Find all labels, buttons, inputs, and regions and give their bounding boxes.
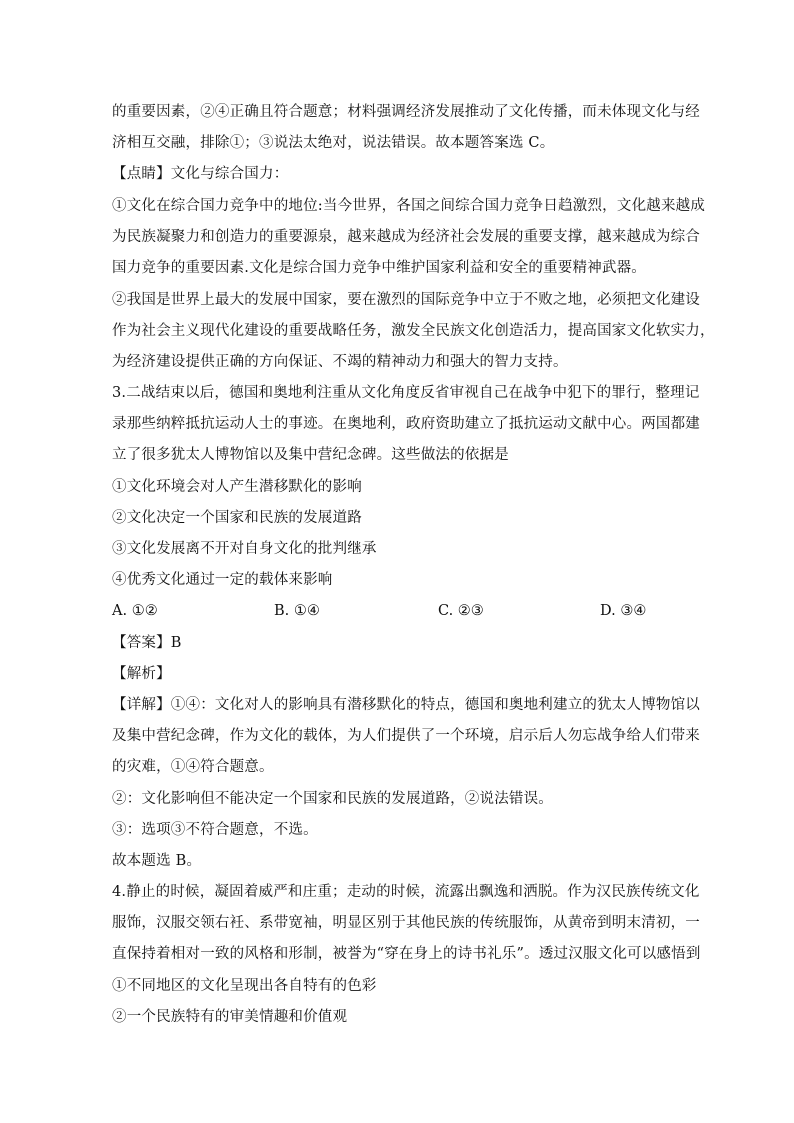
text-line: 【详解】①④：文化对人的影响具有潜移默化的特点，德国和奥地利建立的犹太人博物馆以 bbox=[112, 697, 700, 713]
text-line: 作为社会主义现代化建设的重要战略任务，激发全民族文化创造活力，提高国家文化软实力， bbox=[112, 323, 715, 339]
statement-2: ②文化决定一个国家和民族的发展道路 bbox=[112, 510, 362, 526]
statement-4: ④优秀文化通过一定的载体来影响 bbox=[112, 572, 333, 588]
analysis-heading: 【解析】 bbox=[112, 666, 171, 682]
question-4-stem: 直保持着相对一致的风格和形制，被誉为“穿在身上的诗书礼乐”。透过汉服文化可以感悟到 bbox=[112, 946, 701, 962]
answer-options bbox=[112, 601, 692, 621]
statement-1: ①文化环境会对人产生潜移默化的影响 bbox=[112, 479, 362, 495]
text-line: 为经济建设提供正确的方向保证、不竭的精神动力和强大的智力支持。 bbox=[112, 354, 568, 370]
question-3-stem: 3.二战结束以后，德国和奥地利注重从文化角度反省审视自己在战争中犯下的罪行，整理记 bbox=[112, 385, 700, 401]
text-line: ②我国是世界上最大的发展中国家，要在激烈的国际竞争中立于不败之地，必须把文化建设 bbox=[112, 292, 700, 308]
text-line: 国力竞争的重要因素.文化是综合国力竞争中维护国家利益和安全的重要精神武器。 bbox=[112, 260, 647, 276]
section-heading: 【点睛】文化与综合国力： bbox=[112, 166, 289, 182]
statement-3: ③文化发展离不开对自身文化的批判继承 bbox=[112, 541, 377, 557]
text-line: ②：文化影响但不能决定一个国家和民族的发展道路，②说法错误。 bbox=[112, 791, 553, 807]
option-b: B. ①④ bbox=[274, 603, 320, 619]
question-4-stem: 4.静止的时候，凝固着威严和庄重；走动的时候，流露出飘逸和洒脱。作为汉民族传统文化 bbox=[112, 884, 700, 900]
question-3-stem: 录那些纳粹抵抗运动人士的事迹。在奥地利，政府资助建立了抵抗运动文献中心。两国都建 bbox=[112, 416, 700, 432]
statement-2: ②一个民族特有的审美情趣和价值观 bbox=[112, 1009, 348, 1025]
option-c: C. ②③ bbox=[438, 603, 484, 619]
statement-1: ①不同地区的文化呈现出各自特有的色彩 bbox=[112, 978, 377, 994]
text-line: 的重要因素，②④正确且符合题意；材料强调经济发展推动了文化传播，而未体现文化与经 bbox=[112, 104, 700, 120]
text-line: 为民族凝聚力和创造力的重要源泉，越来越成为经济社会发展的重要支撑，越来越成为综合 bbox=[112, 229, 700, 245]
text-line: 及集中营纪念碑，作为文化的载体，为人们提供了一个环境，启示后人勿忘战争给人们带来 bbox=[112, 728, 700, 744]
option-a: A. ①② bbox=[112, 603, 158, 619]
question-4-stem: 服饰，汉服交领右衽、系带宽袖，明显区别于其他民族的传统服饰，从黄帝到明末清初，一 bbox=[112, 915, 700, 931]
text-line: 故本题选 B。 bbox=[112, 853, 202, 869]
text-line: 的灾难，①④符合题意。 bbox=[112, 759, 274, 775]
text-line: ①文化在综合国力竞争中的地位:当今世界，各国之间综合国力竞争日趋激烈，文化越来越成 bbox=[112, 198, 706, 214]
question-3-stem: 立了很多犹太人博物馆以及集中营纪念碑。这些做法的依据是 bbox=[112, 447, 509, 463]
text-line: ③：选项③不符合题意，不选。 bbox=[112, 822, 318, 838]
answer-label: 【答案】B bbox=[112, 635, 182, 651]
text-line: 济相互交融，排除①；③说法太绝对，说法错误。故本题答案选 C。 bbox=[112, 135, 555, 151]
option-d: D. ③④ bbox=[600, 603, 647, 619]
